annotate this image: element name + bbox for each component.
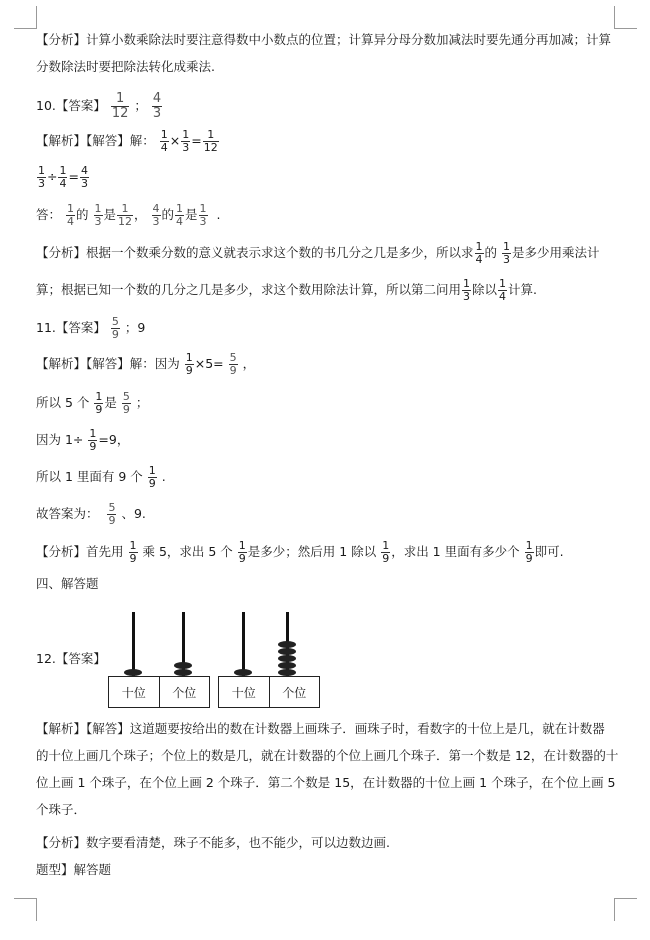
text: 是 — [104, 395, 117, 410]
text: 故答案为： — [36, 506, 99, 521]
abacus-bead — [174, 669, 192, 676]
abacus-base — [218, 676, 320, 708]
text: 、9. — [121, 506, 146, 521]
abacus-rod-tens — [242, 612, 245, 676]
abacus-bead — [234, 669, 252, 676]
q10-eq2 — [36, 165, 90, 190]
q10-label: 10.【答案】 — [36, 98, 106, 113]
text: 乘 5，求出 5 个 — [142, 544, 233, 559]
fraction: $\frac{4}{3}$ — [80, 164, 88, 190]
text: . — [216, 207, 221, 222]
operator: = — [191, 133, 202, 148]
text: 计算. — [508, 282, 538, 297]
q12-jiexi-line: 【解析】【解答】这道题要按给出的数在计数器上画珠子．画珠子时，看数字的十位上是几，就在计数器 — [36, 721, 605, 736]
q11-jiexi-2 — [36, 391, 148, 416]
fraction: $\frac{1}{4}$ — [59, 164, 67, 190]
q10-fenxi-line2 — [36, 278, 537, 303]
page-corner-mark — [614, 6, 637, 29]
abacus-bead — [174, 662, 192, 669]
abacus-15 — [218, 612, 320, 708]
text: =9， — [98, 432, 130, 447]
fraction: $\frac{1}{3}$ — [199, 202, 207, 228]
text: 即可. — [534, 544, 564, 559]
q10-fenxi-line1 — [36, 241, 600, 266]
q11-jiexi-3 — [36, 428, 129, 453]
fraction: $\frac{1}{4}$ — [160, 128, 168, 154]
text: 是 — [103, 207, 117, 222]
tens-label: 十位 — [231, 685, 256, 700]
text: ， — [242, 356, 256, 371]
abacus-bead — [124, 669, 142, 676]
text: 的 — [76, 207, 89, 222]
fraction: $\frac{1}{9}$ — [238, 539, 246, 565]
jiexi-label: 【解析】【解答】解： — [36, 133, 155, 148]
tens-label: 十位 — [121, 685, 146, 700]
q11-fenxi — [36, 540, 564, 565]
answer-prefix: 答： — [36, 207, 62, 222]
page-corner-mark — [14, 898, 37, 921]
operator: ÷ — [47, 169, 58, 184]
fraction: $\frac{1}{4}$ — [499, 277, 507, 303]
fraction: $\frac{1}{4}$ — [67, 202, 74, 228]
fraction: $\frac{1}{3}$ — [94, 202, 102, 228]
analysis-line: 【分析】计算小数乘除法时要注意得数中小数点的位置；计算异分母分数加减法时要先通分再加减；计算 — [36, 32, 612, 47]
text: 是 — [185, 207, 198, 222]
q10-answer-line — [36, 203, 220, 228]
q12-label: 12.【答案】 — [36, 651, 106, 666]
q11-jiexi-1 — [36, 352, 255, 377]
q11-jiexi-5 — [36, 502, 146, 527]
fraction: $\frac{1}{9}$ — [89, 427, 97, 453]
abacus-bead — [278, 648, 296, 655]
q12-fenxi: 【分析】数字要看清楚，珠子不能多，也不能少，可以边数边画. — [36, 835, 390, 850]
q10-answer — [36, 92, 163, 121]
q12-tixing: 题型】解答题 — [36, 862, 112, 877]
fraction: $\frac{4}{3}$ — [152, 202, 160, 228]
fraction: $\frac{1}{3}$ — [463, 277, 471, 303]
abacus-base — [108, 676, 210, 708]
fraction: $\frac{5}{9}$ — [108, 501, 116, 527]
fraction: $\frac{1}{4}$ — [176, 202, 184, 228]
q11-jiexi-4 — [36, 465, 166, 490]
q10-jiexi — [36, 129, 220, 154]
fraction: $\frac{1}{9}$ — [382, 539, 390, 565]
abacus-bead — [278, 641, 296, 648]
text: 因为 1÷ — [36, 432, 84, 447]
abacus-rod-tens — [132, 612, 135, 676]
abacus-bead — [278, 655, 296, 662]
fraction: $\frac{4}{3}$ — [152, 91, 162, 121]
separator: ； — [134, 98, 147, 113]
text: 的 — [484, 245, 498, 260]
fraction: $\frac{1}{12}$ — [118, 202, 133, 228]
fraction: $\frac{1}{9}$ — [148, 464, 156, 490]
fraction: $\frac{1}{9}$ — [129, 539, 137, 565]
section-heading: 四、解答题 — [36, 576, 99, 591]
page-corner-mark — [14, 6, 37, 29]
page-corner-mark — [614, 898, 637, 921]
fraction: $\frac{5}{9}$ — [111, 315, 119, 341]
fraction: $\frac{1}{3}$ — [38, 164, 45, 190]
text: 【分析】首先用 — [36, 544, 124, 559]
fraction: $\frac{1}{12}$ — [203, 128, 218, 154]
text: 【分析】根据一个数乘分数的意义就表示求这个数的书几分之几是多少，所以求 — [36, 245, 474, 260]
abacus-bead — [278, 662, 296, 669]
fraction: $\frac{1}{3}$ — [503, 240, 511, 266]
text: ； — [135, 395, 149, 410]
abacus-12 — [108, 612, 210, 708]
fraction: $\frac{5}{9}$ — [122, 390, 130, 416]
fraction: $\frac{5}{9}$ — [229, 351, 237, 377]
fraction: $\frac{1}{12}$ — [111, 91, 129, 121]
ones-label: 个位 — [159, 677, 210, 707]
text: ；9 — [124, 320, 146, 335]
text: . — [161, 469, 166, 484]
text: 是多少；然后用 1 除以 — [247, 544, 377, 559]
text: 【解析】【解答】解：因为 — [36, 356, 180, 371]
text: ， — [134, 207, 147, 222]
text: 算；根据已知一个数的几分之几是多少，求这个数用除法计算，所以第二问用 — [36, 282, 462, 297]
ones-label: 个位 — [269, 677, 320, 707]
fraction: $\frac{1}{4}$ — [475, 240, 483, 266]
text: 是多少用乘法计 — [512, 245, 600, 260]
operator: = — [68, 169, 79, 184]
text: 除以 — [472, 282, 498, 297]
analysis-line: 分数除法时要把除法转化成乘法. — [36, 59, 215, 74]
abacus-bead — [278, 669, 296, 676]
text: 的 — [161, 207, 175, 222]
q12-jiexi-line: 个珠子． — [36, 802, 87, 817]
q11-label: 11.【答案】 — [36, 320, 106, 335]
q12-jiexi-line: 位上画 1 个珠子，在个位上画 2 个珠子．第二个数是 15，在计数器的十位上画 1 个珠子，在个位上画 5 — [36, 775, 616, 790]
text: 所以 1 里面有 9 个 — [36, 469, 143, 484]
q12-jiexi-line: 的十位上画几个珠子；个位上的数是几，就在计数器的个位上画几个珠子．第一个数是 12，在计数器的十 — [36, 748, 619, 763]
text: ，求出 1 里面有多少个 — [391, 544, 520, 559]
fraction: $\frac{1}{9}$ — [95, 390, 103, 416]
operator: × — [169, 133, 181, 148]
text: ×5= — [194, 356, 224, 371]
q11-answer — [36, 316, 145, 341]
fraction: $\frac{1}{9}$ — [185, 351, 193, 377]
text: 所以 5 个 — [36, 395, 90, 410]
fraction: $\frac{1}{9}$ — [525, 539, 533, 565]
fraction: $\frac{1}{3}$ — [182, 128, 190, 154]
